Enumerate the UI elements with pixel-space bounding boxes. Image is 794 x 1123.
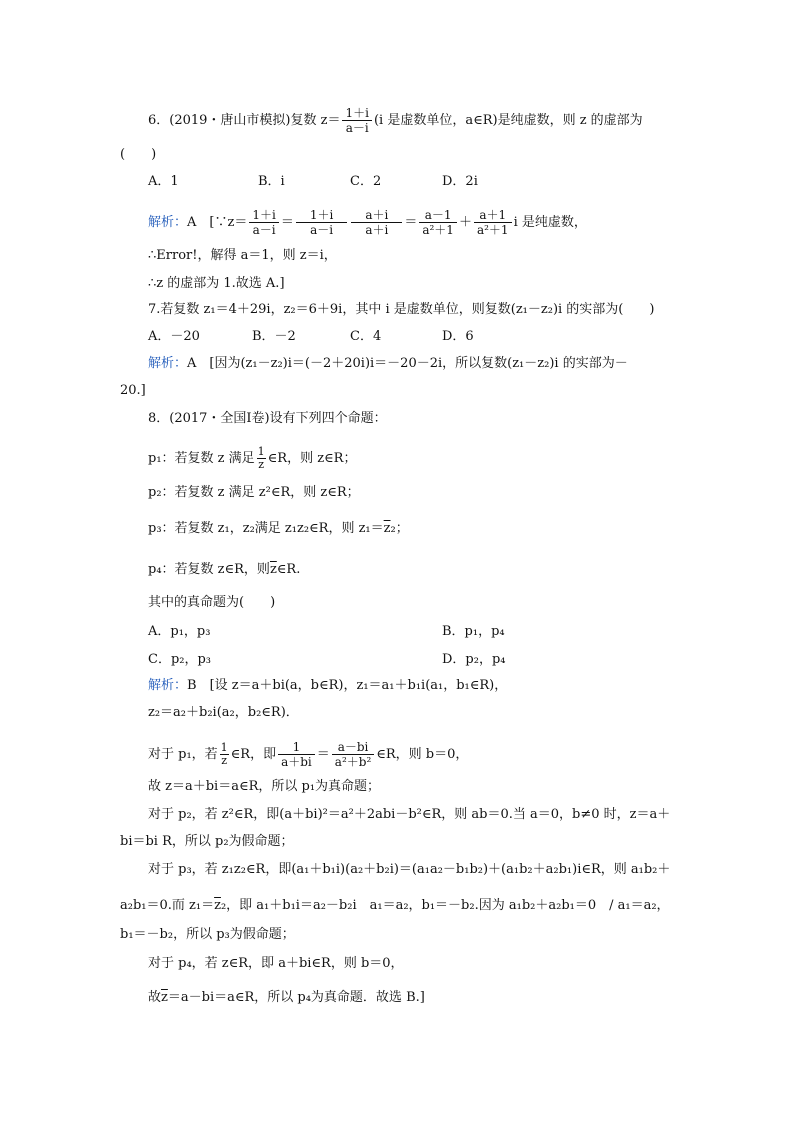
q6-option-c: C．2: [350, 174, 382, 189]
solution-text: 故: [148, 990, 162, 1005]
fraction: [474, 208, 512, 237]
q8-solution-line7: 对于 p₃，若 z₁z₂∈R，即(a₁＋b₁i)(a₂＋b₂i)＝(a₁a₂－b₁b₂)＋(a₁b₂＋a₂b₁)i∈R，则 a₁b₂＋: [148, 862, 671, 877]
solution-label: 解析：: [148, 356, 188, 371]
fraction-denominator: a²＋1: [422, 223, 454, 237]
fraction-denominator: a＋bi: [281, 755, 312, 769]
fraction-numerator: 1＋i: [249, 208, 278, 223]
q8-proposition-p3: [148, 519, 409, 539]
equals-sign: ＝: [280, 215, 294, 230]
proposition-text: ∈R，则 z∈R；: [267, 451, 357, 466]
q8-ask: 其中的真命题为( ): [148, 595, 276, 610]
q8-solution-line9: b₁＝－b₂，所以 p₃为假命题；: [120, 927, 295, 942]
proposition-text: p₁：若复数 z 满足: [148, 451, 255, 466]
fraction-numerator: 1: [278, 740, 315, 755]
q8-proposition-p1: [148, 446, 356, 471]
solution-text: i 是纯虚数，: [513, 215, 587, 230]
solution-text: B [设 z＝a＋bi(a，b∈R)，z₁＝a₁＋b₁i(a₁，b₁∈R)，: [187, 678, 508, 693]
fraction: [296, 208, 347, 237]
fraction-denominator: a－i: [345, 121, 369, 135]
proposition-text: ∈R.: [276, 562, 301, 577]
fraction-denominator: a²＋b²: [334, 755, 372, 769]
q6-paren: ( ): [120, 147, 157, 162]
fraction: [419, 208, 457, 237]
q8-stem: 8．(2017・全国Ⅰ卷)设有下列四个命题：: [148, 411, 387, 426]
fraction-denominator: a－i: [252, 223, 276, 237]
solution-text: a₂b₁＝0.而 z₁＝: [120, 898, 215, 913]
fraction: [220, 742, 229, 767]
conjugate-symbol: $\overline{z}$: [161, 990, 168, 1005]
q8-solution-line10: 对于 p₄，若 z∈R，即 a＋bi∈R，则 b＝0，: [148, 956, 404, 971]
fraction-denominator: z: [258, 458, 265, 471]
q6-stem: [148, 106, 643, 135]
solution-text: ₂，即 a₁＋b₁i＝a₂－b₂i a₁＝a₂，b₁＝－b₂.因为 a₁b₂＋a₂b₁＝0 / a₁＝a₂，: [220, 898, 670, 913]
fraction-denominator: a－i: [310, 223, 334, 237]
q7-stem: 7.若复数 z₁＝4＋29i，z₂＝6＋9i，其中 i 是虚数单位，则复数(z₁－z₂)i 的实部为( ): [148, 302, 655, 317]
q8-solution-line1: [148, 676, 507, 696]
fraction: [249, 208, 278, 237]
solution-text: A [因为(z₁－z₂)i＝(－2＋20i)i＝－20－2i，所以复数(z₁－z₂)i 的实部为－: [187, 356, 628, 371]
fraction-numerator: 1＋i: [342, 106, 371, 121]
solution-text: 对于 p₁，若: [148, 747, 218, 762]
q8-proposition-p4: [148, 560, 300, 580]
q7-solution-line2: 20.]: [120, 383, 146, 398]
proposition-text: p₃：若复数 z₁，z₂满足 z₁z₂∈R，则 z₁＝: [148, 521, 384, 536]
q8-solution-line11: [148, 988, 425, 1008]
q8-solution-line5: 对于 p₂，若 z²∈R，即(a＋bi)²＝a²＋2abi－b²∈R，则 ab＝0.当 a＝0，b≠0 时，z＝a＋: [148, 807, 671, 822]
q8-option-a: A．p₁，p₃: [148, 624, 211, 639]
fraction: [351, 208, 402, 237]
q8-proposition-p2: p₂：若复数 z 满足 z²∈R，则 z∈R；: [148, 485, 360, 500]
fraction: [332, 740, 374, 769]
solution-text: A [∵z＝: [187, 215, 248, 230]
q6-stem-suffix: (i 是虚数单位，a∈R)是纯虚数，则 z 的虚部为: [373, 113, 643, 128]
q8-option-b: B．p₁，p₄: [442, 624, 505, 639]
fraction: [257, 446, 266, 471]
q6-stem-prefix: 6．(2019・唐山市模拟)复数 z＝: [148, 113, 341, 128]
fraction-numerator: 1＋i: [296, 208, 347, 223]
fraction-numerator: 1: [220, 741, 228, 754]
conjugate-symbol: $\overline{z}$: [214, 898, 221, 913]
conjugate-symbol: $\overline{z}$: [383, 521, 391, 536]
fraction-numerator: a－bi: [332, 740, 374, 755]
q7-option-a: A．－20: [148, 329, 200, 344]
fraction-numerator: a＋1: [474, 208, 512, 223]
fraction-denominator: a²＋1: [476, 223, 509, 237]
q6-option-a: A．1: [148, 174, 179, 189]
q8-solution-line2: z₂＝a₂＋b₂i(a₂，b₂∈R)．: [148, 705, 299, 720]
q6-stem-fraction: [342, 106, 371, 135]
equals-sign: ＝: [316, 747, 330, 762]
q6-option-d: D．2i: [442, 174, 478, 189]
solution-text: ＝a－bi＝a∈R，所以 p₄为真命题．故选 B.]: [167, 990, 425, 1005]
q6-solution-line3: ∴z 的虚部为 1.故选 A.]: [148, 276, 285, 291]
plus-sign: ＋: [458, 215, 472, 230]
fraction: [278, 740, 315, 769]
q6-solution-line2: ∴Error!，解得 a＝1，则 z＝i，: [148, 248, 337, 263]
solution-text: ∈R，则 b＝0，: [376, 747, 469, 762]
conjugate-symbol: $\overline{z}$: [269, 562, 277, 577]
q7-option-b: B．－2: [252, 329, 296, 344]
fraction-numerator: a＋i: [351, 208, 402, 223]
solution-label: 解析：: [148, 678, 188, 693]
proposition-text: p₄：若复数 z∈R，则: [148, 562, 270, 577]
q8-solution-line6: bi＝bi R，所以 p₂为假命题；: [120, 834, 294, 849]
proposition-text: ₂；: [390, 521, 409, 536]
q8-option-d: D．p₂，p₄: [442, 652, 506, 667]
q6-solution-line1: [148, 208, 587, 237]
equals-sign: ＝: [404, 215, 418, 230]
q8-solution-line4: 故 z＝a＋bi＝a∈R，所以 p₁为真命题；: [148, 779, 381, 794]
fraction-denominator: a＋i: [365, 223, 389, 237]
fraction-numerator: 1: [257, 445, 265, 458]
q8-option-c: C．p₂，p₃: [148, 652, 212, 667]
fraction-numerator: a－1: [419, 208, 457, 223]
q7-option-c: C．4: [350, 329, 382, 344]
solution-text: ∈R，即: [230, 747, 277, 762]
fraction-denominator: z: [221, 754, 228, 767]
q6-option-b: B．i: [258, 174, 285, 189]
q7-solution-line1: [148, 354, 628, 374]
q8-solution-line3: [148, 740, 468, 769]
solution-label: 解析：: [148, 215, 188, 230]
q8-solution-line8: [120, 896, 670, 916]
q7-option-d: D．6: [442, 329, 474, 344]
